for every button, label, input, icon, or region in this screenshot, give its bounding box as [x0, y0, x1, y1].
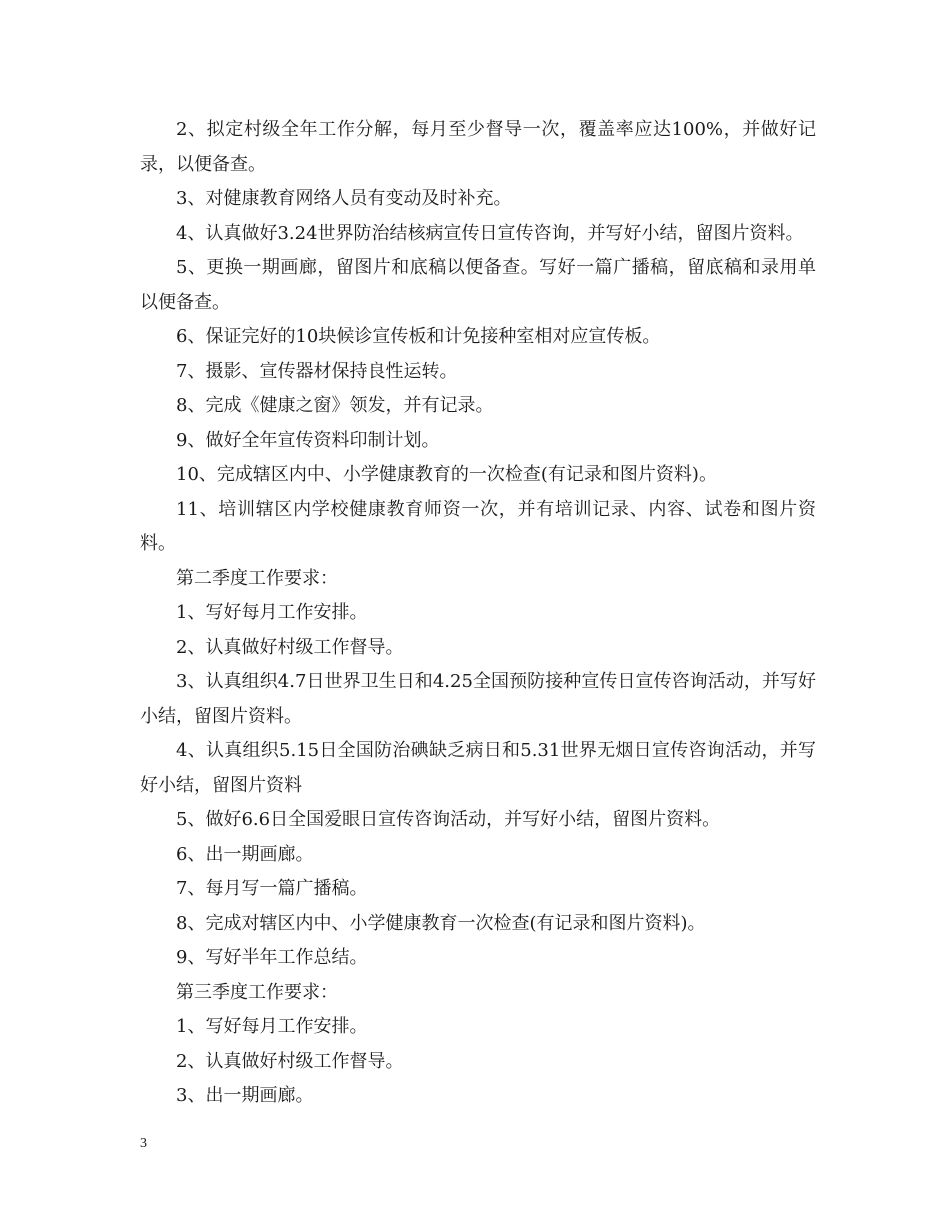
- paragraph-13: 2、认真做好村级工作督导。: [176, 636, 404, 658]
- page-number: 3: [140, 1136, 147, 1151]
- paragraph-6: 7、摄影、宣传器材保持良性运转。: [176, 360, 458, 382]
- paragraph-20: 9、写好半年工作总结。: [176, 947, 368, 968]
- paragraph-14: 3、认真组织4.7日世界卫生日和4.25全国预防接种宣传日宣传咨询活动，并写好小结，留图片资料。: [140, 671, 816, 727]
- paragraph-22: 1、写好每月工作安排。: [176, 1016, 368, 1037]
- section-heading-q3: 第三季度工作要求：: [176, 981, 338, 1003]
- paragraph-23: 2、认真做好村级工作督导。: [176, 1050, 404, 1072]
- paragraph-18: 7、每月写一篇广播稿。: [176, 878, 368, 899]
- paragraph-2: 3、对健康教育网络人员有变动及时补充。: [176, 188, 512, 209]
- paragraph-12: 1、写好每月工作安排。: [176, 602, 368, 623]
- paragraph-19: 8、完成对辖区内中、小学健康教育一次检查(有记录和图片资料)。: [176, 912, 706, 934]
- section-heading-q2: 第二季度工作要求：: [176, 567, 338, 589]
- paragraph-9: 10、完成辖区内中、小学健康教育的一次检查(有记录和图片资料)。: [176, 464, 717, 485]
- paragraph-7: 8、完成《健康之窗》领发，并有记录。: [176, 395, 494, 416]
- paragraph-15: 4、认真组织5.15日全国防治碘缺乏病日和5.31世界无烟日宣传咨询活动，并写好小结，留图片资料: [140, 740, 816, 796]
- paragraph-16: 5、做好6.6日全国爱眼日宣传咨询活动，并写好小结，留图片资料。: [176, 809, 721, 830]
- paragraph-8: 9、做好全年宣传资料印制计划。: [176, 429, 440, 451]
- paragraph-3: 4、认真做好3.24世界防治结核病宣传日宣传咨询，并写好小结，留图片资料。: [176, 222, 804, 244]
- paragraph-5: 6、保证完好的10块候诊宣传板和计免接种室相对应宣传板。: [176, 326, 661, 347]
- paragraph-1: 2、拟定村级全年工作分解，每月至少督导一次，覆盖率应达100%，并做好记录，以便备查。: [140, 119, 816, 175]
- document-body: [140, 113, 816, 1114]
- paragraph-17: 6、出一期画廊。: [176, 843, 314, 865]
- paragraph-4: 5、更换一期画廊，留图片和底稿以便备查。写好一篇广播稿，留底稿和录用单以便备查。: [140, 257, 816, 313]
- paragraph-10: 11、培训辖区内学校健康教育师资一次，并有培训记录、内容、试卷和图片资料。: [140, 498, 816, 554]
- paragraph-24: 3、出一期画廊。: [176, 1085, 314, 1106]
